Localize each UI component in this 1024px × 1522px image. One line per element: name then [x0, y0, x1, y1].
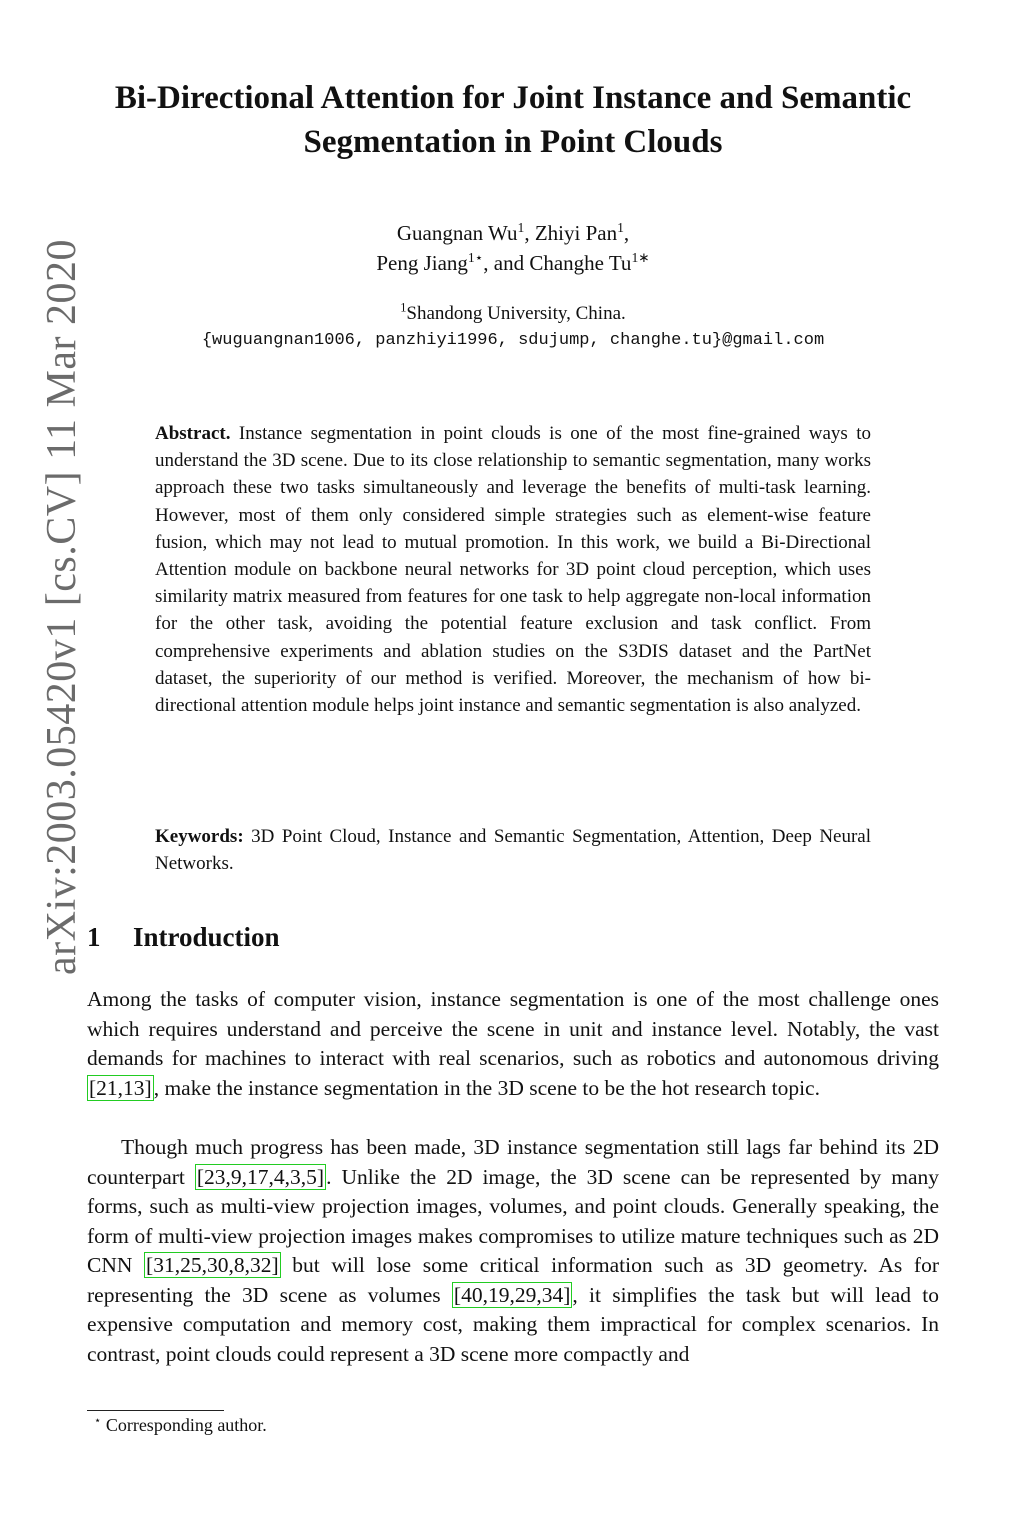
citation-link[interactable]: [40,19,29,34] [453, 1282, 571, 1307]
footnote: ⋆ Corresponding author. [94, 1414, 267, 1435]
footnote-rule [87, 1410, 224, 1411]
citation-link[interactable]: [23,9,17,4,3,5] [196, 1164, 325, 1189]
author-line-1: Guangnan Wu$^1$, Zhiyi Pan$^1$, [396, 220, 630, 245]
section-heading [87, 922, 280, 953]
intro-paragraph-1: Among the tasks of computer vision, instance segmentation is one of the most challenge ones which requires understand and perceive the scene in unit and instance level. Notably, the vast demands for machines to interact with real scenarios, such as robotics and autonomous driving [21,13], make the instance segmentation in the 3D scene to be the hot research topic. [87, 987, 939, 1100]
intro-paragraph-2: Though much progress has been made, 3D instance segmentation still lags far behind its 2D counterpart [23,9,17,4,3,5]. Unlike the 2D image, the 3D scene can be represented by many forms, such as multi-view projection images, volumes, and point clouds. Generally speaking, the form of multi-view projection images makes compromises to utilize mature techniques such as 2D CNN [31,25,30,8,32] but will lose some critical information such as 3D geometry. As for representing the 3D scene as volumes [40,19,29,34], it simplifies the task but will lead to expensive computation and memory cost, making them impractical for complex scenarios. In contrast, point clouds could represent a 3D scene more compactly and [87, 1135, 939, 1366]
author-emails[interactable]: {wuguangnan1006, panzhiyi1996, sdujump, changhe.tu}@gmail.com [201, 331, 825, 350]
abstract-text: Instance segmentation in point clouds is one of the most fine-grained ways to understand the 3D scene. Due to its close relationship to semantic segmentation, many works approach these two tasks simultaneously and leverage the benefits of multi-task learning. However, most of them only considered simple strategies such as element-wise feature fusion, which may not lead to mutual promotion. In this work, we build a Bi-Directional Attention module on backbone neural networks for 3D point cloud perception, which uses similarity matrix measured from features for one task to help aggregate non-local information for the other task, avoiding the potential feature exclusion and task conflict. From comprehensive experiments and ablation studies on the S3DIS dataset and the PartNet dataset, the superiority of our method is verified. Moreover, the mechanism of how bi-directional attention module helps joint instance and semantic segmentation is also analyzed. [155, 423, 872, 717]
abstract-label: Abstract. [155, 423, 231, 444]
arxiv-stamp: arXiv:2003.05420v1 [cs.CV] 11 Mar 2020 [39, 238, 85, 975]
author-line-2: Peng Jiang$^{1⋆}$, and Changhe $Tu^{1∗}$ [376, 250, 650, 275]
keywords-label: Keywords: [155, 826, 244, 847]
keywords-text: 3D Point Cloud, Instance and Semantic Segmentation, Attention, Deep Neural Networks. [155, 826, 872, 875]
section-number: 1 [87, 922, 101, 952]
author-list [90, 218, 936, 278]
keywords [155, 823, 871, 877]
paper-title: Bi-Directional Attention for Joint Instance and Semantic Segmentation in Point Clouds [114, 80, 912, 160]
citation-link[interactable]: [31,25,30,8,32] [146, 1253, 279, 1277]
section-title: Introduction [133, 922, 280, 952]
affiliation: $^1$Shandong University, China. [400, 300, 626, 324]
citation-link[interactable]: [21,13] [89, 1075, 152, 1100]
abstract [155, 420, 871, 719]
